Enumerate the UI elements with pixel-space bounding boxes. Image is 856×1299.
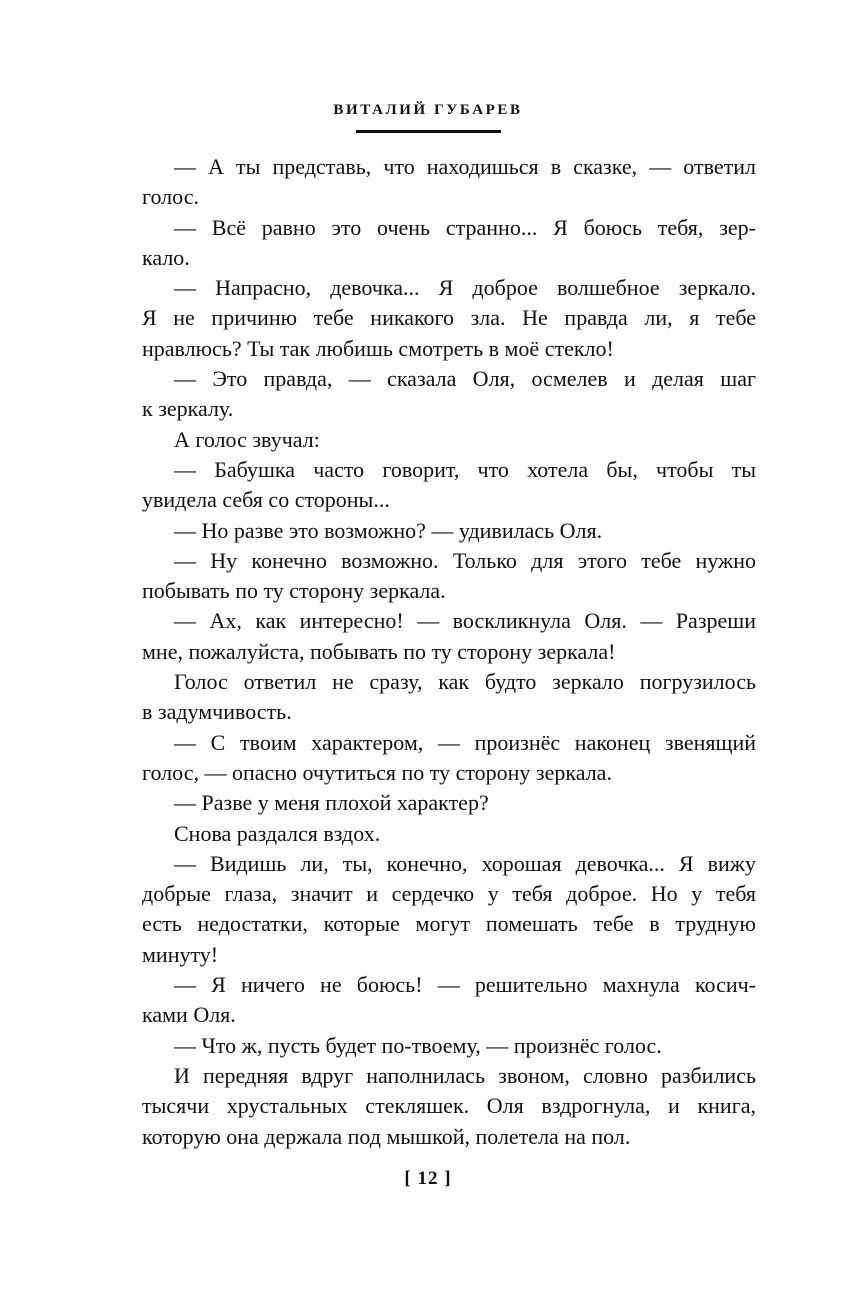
paragraph	[142, 273, 756, 364]
text-line: тысячи хрустальных стекляшек. Оля вздрогнула, и книга,	[142, 1093, 756, 1119]
text-line: добрые глаза, значит и сердечко у тебя доброе. Но у тебя	[142, 881, 756, 907]
text-line: — С твоим характером, — произнёс наконец звенящий	[174, 729, 756, 755]
paragraph	[142, 425, 756, 455]
paragraph	[142, 546, 756, 607]
text-line: — Всё равно это очень странно... Я боюсь тебя, зер-	[174, 214, 756, 240]
text-line: нравлюсь? Ты так любишь смотреть в моё стекло!	[142, 335, 614, 361]
text-line: которую она держала под мышкой, полетела на пол.	[142, 1123, 631, 1149]
text-line: Я не причиню тебе никакого зла. Не правда ли, я тебе	[142, 305, 756, 331]
paragraph	[142, 1031, 756, 1061]
text-line: голос.	[142, 184, 199, 210]
text-line: голос, — опасно очутиться по ту сторону зеркала.	[142, 759, 612, 785]
paragraph	[142, 606, 756, 667]
text-line: — Ах, как интересно! — воскликнула Оля. — Разреши	[174, 608, 756, 634]
text-line: увидела себя со стороны...	[142, 487, 390, 513]
text-line: — А ты представь, что находишься в сказке, — ответил	[174, 154, 756, 179]
text-line: побывать по ту сторону зеркала.	[142, 578, 446, 604]
paragraph	[142, 667, 756, 728]
paragraph	[142, 516, 756, 546]
author-name: ВИТАЛИЙ ГУБАРЕВ	[333, 102, 523, 118]
text-line: кало.	[142, 244, 190, 270]
text-line: к зеркалу.	[142, 396, 234, 422]
text-line: есть недостатки, которые могут помешать тебе в трудную	[142, 911, 756, 937]
text-line: — Это правда, — сказала Оля, осмелев и делая шаг	[174, 366, 756, 392]
paragraph	[142, 152, 756, 213]
page-number: [ 12 ]	[404, 1168, 452, 1189]
paragraph	[142, 364, 756, 425]
text-line: — Напрасно, девочка... Я доброе волшебное зеркало.	[174, 275, 756, 301]
text-line: — Бабушка часто говорит, что хотела бы, чтобы ты	[174, 456, 756, 482]
text-line: — Разве у меня плохой характер?	[174, 790, 489, 816]
paragraph	[142, 213, 756, 274]
text-line: ками Оля.	[142, 1002, 236, 1028]
text-line: Снова раздался вздох.	[174, 820, 381, 846]
text-line: — Видишь ли, ты, конечно, хорошая девочка... Я вижу	[174, 850, 756, 876]
paragraph	[142, 819, 756, 849]
text-line: минуту!	[142, 941, 219, 967]
paragraph	[142, 728, 756, 789]
paragraph	[142, 788, 756, 818]
header-rule	[356, 130, 501, 133]
running-head	[0, 100, 856, 133]
text-line: — Я ничего не боюсь! — решительно махнула косич-	[174, 972, 756, 998]
text-line: — Ну конечно возможно. Только для этого тебе нужно	[174, 547, 756, 573]
text-line: А голос звучал:	[174, 426, 320, 452]
text-line: — Но разве это возможно? — удивилась Оля.	[174, 517, 603, 543]
paragraph	[142, 849, 756, 970]
text-line: мне, пожалуйста, побывать по ту сторону зеркала!	[142, 638, 616, 664]
body-text	[142, 152, 756, 1152]
text-line: — Что ж, пусть будет по-твоему, — произнёс голос.	[174, 1032, 662, 1058]
text-line: Голос ответил не сразу, как будто зеркало погрузилось	[174, 669, 756, 695]
text-line: в задумчивость.	[142, 699, 292, 725]
paragraph	[142, 455, 756, 516]
paragraph	[142, 1061, 756, 1152]
text-line: И передняя вдруг наполнилась звоном, словно разбились	[174, 1062, 756, 1088]
paragraph	[142, 970, 756, 1031]
